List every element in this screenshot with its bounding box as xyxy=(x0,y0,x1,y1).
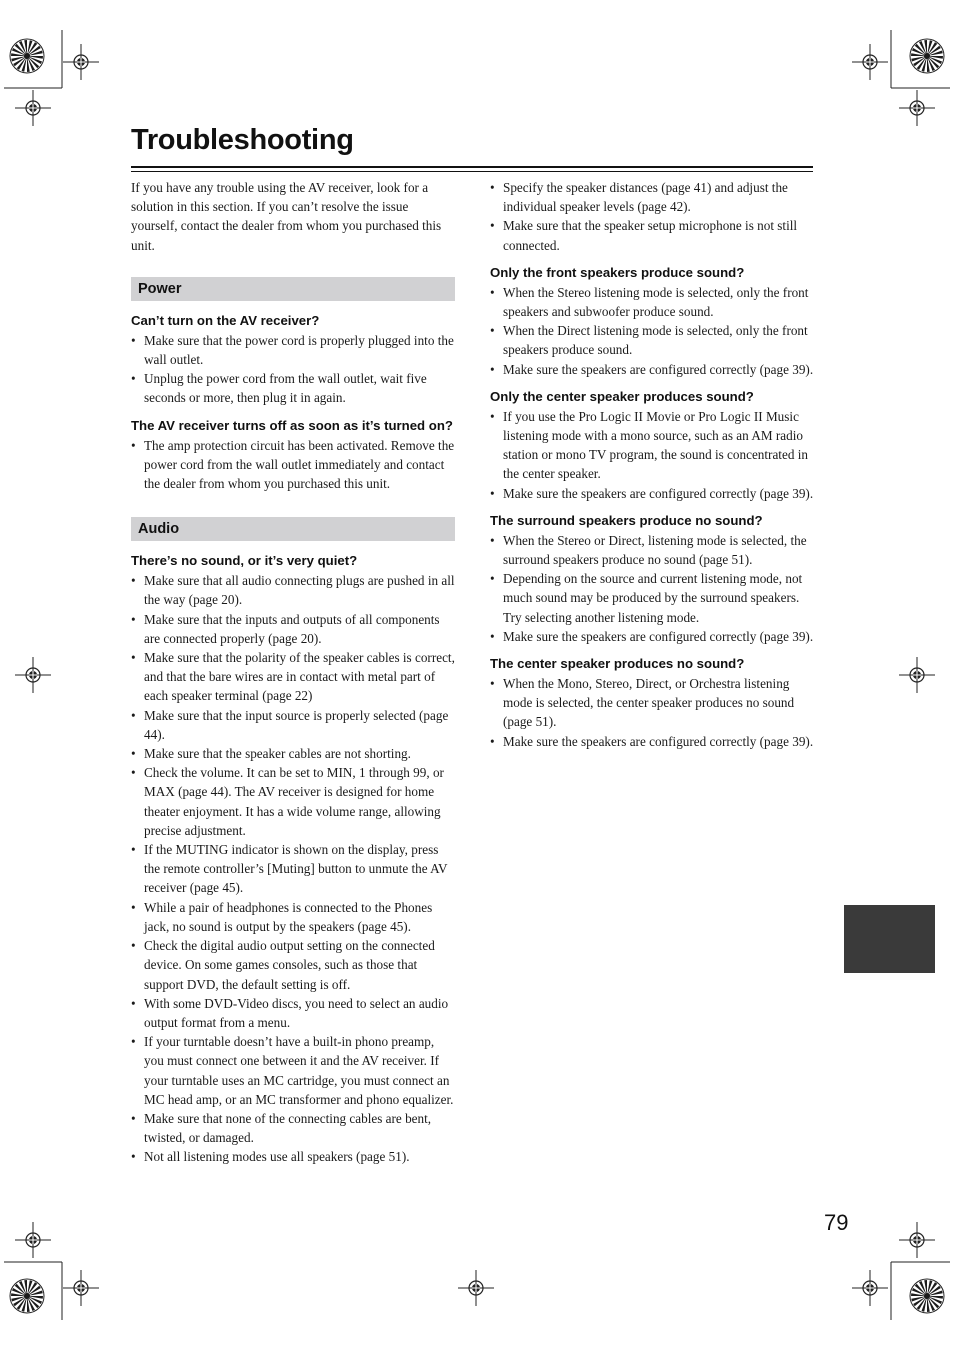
list-item: • Make sure that the power cord is properly plugged into the wall outlet. xyxy=(131,331,455,369)
list-item: • If your turntable doesn’t have a built-in phono preamp, you must connect one between it and the AV receiver. If your turntable uses an MC cartridge, you must connect an MC head amp, or an MC transformer and phono equalizer. xyxy=(131,1032,455,1109)
list-item: • Make sure that the polarity of the speaker cables is correct, and that the bare wires are in contact with metal part of each speaker terminal (page 22) xyxy=(131,648,455,706)
list-item: • Make sure that the input source is properly selected (page 44). xyxy=(131,706,455,744)
list-item: • Make sure the speakers are configured correctly (page 39). xyxy=(490,627,814,646)
list-item: • When the Mono, Stereo, Direct, or Orchestra listening mode is selected, the center speaker produces no sound (page 51). xyxy=(490,674,814,732)
list-item: • Make sure that all audio connecting plugs are pushed in all the way (page 20). xyxy=(131,571,455,609)
bullet-list xyxy=(490,407,814,503)
list-item: • Make sure the speakers are configured correctly (page 39). xyxy=(490,484,814,503)
list-item: • Make sure that the speaker setup microphone is not still connected. xyxy=(490,216,814,254)
question-heading: Can’t turn on the AV receiver? xyxy=(131,312,320,328)
bullet-list xyxy=(490,674,814,751)
right-column xyxy=(490,178,814,751)
question-heading: Only the center speaker produces sound? xyxy=(490,388,754,404)
question-heading: The center speaker produces no sound? xyxy=(490,656,745,672)
bullet-list xyxy=(131,331,455,408)
list-item: • Not all listening modes use all speakers (page 51). xyxy=(131,1147,455,1166)
starburst-wheel-icon xyxy=(10,39,44,73)
power-section xyxy=(131,311,455,493)
title-rule-thin xyxy=(131,171,813,172)
starburst-wheel-icon xyxy=(910,1279,944,1313)
list-item: • Unplug the power cord from the wall outlet, wait five seconds or more, then plug it in again. xyxy=(131,369,455,407)
left-column xyxy=(131,178,455,1167)
list-item: • Make sure that the inputs and outputs of all components are connected properly (page 20). xyxy=(131,610,455,648)
title-rule xyxy=(131,166,813,168)
bullet-list xyxy=(131,436,455,494)
section-heading-audio: Audio xyxy=(131,517,455,541)
audio-section xyxy=(131,551,455,1166)
list-item: • Specify the speaker distances (page 41) and adjust the individual speaker levels (page 42). xyxy=(490,178,814,216)
section-tab-block xyxy=(844,905,935,973)
starburst-wheel-icon xyxy=(910,39,944,73)
section-heading-power: Power xyxy=(131,277,455,301)
list-item: • When the Stereo listening mode is selected, only the front speakers and subwoofer produce sound. xyxy=(490,283,814,321)
list-item: • With some DVD-Video discs, you need to select an audio output format from a menu. xyxy=(131,994,455,1032)
list-item: • Check the digital audio output setting on the connected device. On some games consoles, such as those that support DVD, the default setting is off. xyxy=(131,936,455,994)
bullet-list xyxy=(131,571,455,1166)
starburst-wheel-icon xyxy=(10,1279,44,1313)
list-item: • Make sure the speakers are configured correctly (page 39). xyxy=(490,360,814,379)
list-item: • When the Direct listening mode is selected, only the front speakers produce sound. xyxy=(490,321,814,359)
page-title: Troubleshooting xyxy=(131,124,354,156)
list-item: • Make sure that none of the connecting cables are bent, twisted, or damaged. xyxy=(131,1109,455,1147)
list-item: • If you use the Pro Logic II Movie or Pro Logic II Music listening mode with a mono source, such as an AM radio station or mono TV program, the sound is concentrated in the center speaker. xyxy=(490,407,814,484)
list-item: • Make sure that the speaker cables are not shorting. xyxy=(131,744,455,763)
page-number: 79 xyxy=(824,1210,849,1235)
list-item: • Check the volume. It can be set to MIN, 1 through 99, or MAX (page 44). The AV receiver is designed for home theater enjoyment. It has a wide volume range, allowing precise adjustment. xyxy=(131,763,455,840)
bullet-list xyxy=(490,283,814,379)
question-heading: Only the front speakers produce sound? xyxy=(490,264,745,280)
question-heading: The surround speakers produce no sound? xyxy=(490,512,763,528)
list-item: • When the Stereo or Direct, listening mode is selected, the surround speakers produce no sound (page 51). xyxy=(490,531,814,569)
question-heading: There’s no sound, or it’s very quiet? xyxy=(131,553,358,569)
bullet-list-continued xyxy=(490,178,814,255)
list-item: • Make sure the speakers are configured correctly (page 39). xyxy=(490,732,814,751)
list-item: • If the MUTING indicator is shown on the display, press the remote controller’s [Muting] button to unmute the AV receiver (page 45). xyxy=(131,840,455,898)
list-item: • The amp protection circuit has been activated. Remove the power cord from the wall outlet immediately and contact the dealer from whom you purchased this unit. xyxy=(131,436,455,494)
intro-paragraph: If you have any trouble using the AV receiver, look for a solution in this section. If you can’t resolve the issue yourself, contact the dealer from whom you purchased this unit. xyxy=(131,180,442,253)
list-item: • Depending on the source and current listening mode, not much sound may be produced by the surround speakers. Try selecting another listening mode. xyxy=(490,569,814,627)
question-heading: The AV receiver turns off as soon as it’s turned on? xyxy=(131,417,453,433)
bullet-list xyxy=(490,531,814,646)
list-item: • While a pair of headphones is connected to the Phones jack, no sound is output by the speakers (page 45). xyxy=(131,898,455,936)
